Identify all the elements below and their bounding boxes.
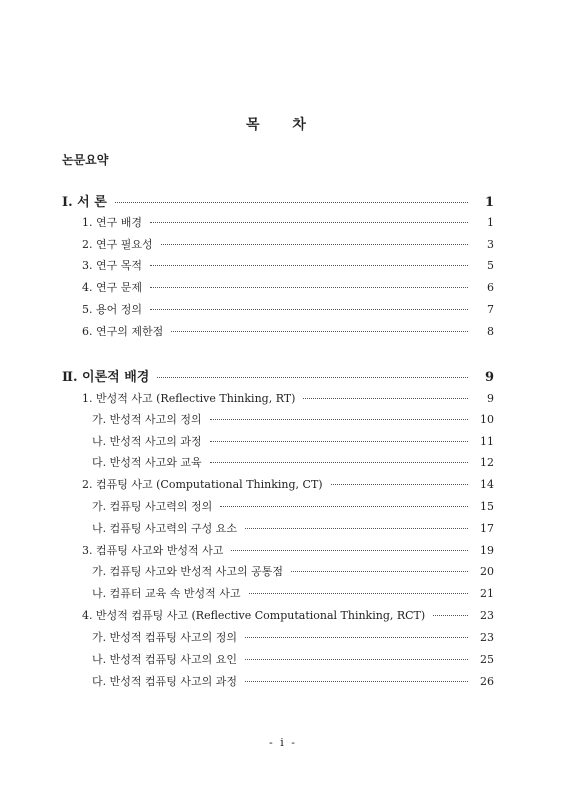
toc-entry-page: 3 bbox=[487, 238, 494, 251]
toc-entry-label: 6. 연구의 제한점 bbox=[82, 325, 164, 338]
toc-entry-label: 다. 반성적 컴퓨팅 사고의 과정 bbox=[92, 675, 237, 688]
toc-entry-label: 나. 컴퓨팅 사고력의 구성 요소 bbox=[92, 522, 237, 535]
toc-entry[interactable] bbox=[92, 651, 494, 667]
toc-entry-label: 3. 컴퓨팅 사고와 반성적 사고 bbox=[82, 544, 224, 557]
toc-entry-page: 5 bbox=[487, 259, 494, 272]
toc-dot-leader bbox=[291, 571, 468, 572]
toc-entry-label: 다. 반성적 사고와 교육 bbox=[92, 456, 202, 469]
toc-entry-label: 5. 용어 정의 bbox=[82, 303, 142, 316]
toc-entry-page: 9 bbox=[487, 392, 494, 405]
toc-entry-label: 나. 반성적 컴퓨팅 사고의 요인 bbox=[92, 653, 237, 666]
toc-dot-leader bbox=[245, 528, 468, 529]
toc-dot-leader bbox=[161, 244, 468, 245]
toc-entry[interactable] bbox=[92, 411, 494, 427]
toc-dot-leader bbox=[171, 331, 468, 332]
toc-entry[interactable] bbox=[82, 214, 494, 230]
toc-entry[interactable] bbox=[82, 476, 494, 492]
toc-dot-leader bbox=[245, 681, 468, 682]
toc-entry-page: 11 bbox=[480, 435, 494, 448]
toc-entry-page: 9 bbox=[484, 370, 494, 385]
toc-entry[interactable] bbox=[82, 257, 494, 273]
toc-entry[interactable] bbox=[82, 542, 494, 558]
toc-dot-leader bbox=[210, 441, 468, 442]
toc-entry[interactable] bbox=[92, 673, 494, 689]
toc-dot-leader bbox=[150, 222, 468, 223]
toc-entry-label: 1. 반성적 사고 (Reflective Thinking, RT) bbox=[82, 392, 296, 405]
toc-entry[interactable] bbox=[82, 236, 494, 252]
toc-entry-label: 4. 반성적 컴퓨팅 사고 (Reflective Computational Thinking, RCT) bbox=[82, 609, 426, 622]
toc-entry-page: 7 bbox=[487, 303, 494, 316]
toc-entry-label: 나. 반성적 사고의 과정 bbox=[92, 435, 202, 448]
toc-dot-leader bbox=[115, 202, 468, 203]
toc-entry-page: 23 bbox=[480, 631, 494, 644]
toc-entry-label: 3. 연구 목적 bbox=[82, 259, 142, 272]
toc-entry[interactable] bbox=[82, 607, 494, 623]
toc-entry[interactable] bbox=[92, 454, 494, 470]
toc-dot-leader bbox=[150, 309, 468, 310]
toc-entry-page: 19 bbox=[480, 544, 494, 557]
toc-entry[interactable] bbox=[92, 433, 494, 449]
toc-dot-leader bbox=[150, 265, 468, 266]
toc-entry-label: 가. 컴퓨팅 사고와 반성적 사고의 공통점 bbox=[92, 565, 283, 578]
toc-entry-page: 14 bbox=[480, 478, 494, 491]
page-title: 목 차 bbox=[246, 117, 320, 133]
toc-dot-leader bbox=[249, 593, 469, 594]
toc-entry-page: 17 bbox=[480, 522, 494, 535]
toc-dot-leader bbox=[210, 462, 468, 463]
toc-entry-page: 20 bbox=[480, 565, 494, 578]
toc-dot-leader bbox=[245, 659, 468, 660]
toc-entry-page: 15 bbox=[480, 500, 494, 513]
toc-entry-label: Ⅰ. 서 론 bbox=[62, 195, 107, 210]
toc-entry-page: 26 bbox=[480, 675, 494, 688]
toc-entry-label: 가. 반성적 컴퓨팅 사고의 정의 bbox=[92, 631, 237, 644]
toc-dot-leader bbox=[231, 550, 468, 551]
toc-dot-leader bbox=[433, 615, 468, 616]
toc-entry[interactable] bbox=[92, 585, 494, 601]
toc-entry-page: 8 bbox=[487, 325, 494, 338]
toc-dot-leader bbox=[331, 484, 468, 485]
toc-entry[interactable] bbox=[92, 629, 494, 645]
toc-entry-page: 21 bbox=[480, 587, 494, 600]
toc-entry-label: 나. 컴퓨터 교육 속 반성적 사고 bbox=[92, 587, 241, 600]
toc-chapter[interactable] bbox=[62, 191, 494, 210]
toc-dot-leader bbox=[150, 287, 468, 288]
toc-entry-page: 6 bbox=[487, 281, 494, 294]
toc-entry-label: Ⅱ. 이론적 배경 bbox=[62, 370, 150, 385]
toc-dot-leader bbox=[245, 637, 468, 638]
toc-entry-label: 가. 컴퓨팅 사고력의 정의 bbox=[92, 500, 213, 513]
toc-entry[interactable] bbox=[92, 563, 494, 579]
toc-entry-label: 2. 연구 필요성 bbox=[82, 238, 153, 251]
toc-entry-page: 25 bbox=[480, 653, 494, 666]
page-number-footer: - i - bbox=[269, 736, 297, 749]
toc-entry[interactable] bbox=[82, 323, 494, 339]
toc-entry-page: 1 bbox=[484, 195, 494, 210]
toc-entry[interactable] bbox=[92, 498, 494, 514]
toc-entry-label: 1. 연구 배경 bbox=[82, 216, 142, 229]
toc-entry[interactable] bbox=[92, 520, 494, 536]
toc-entry-label: 가. 반성적 사고의 정의 bbox=[92, 413, 202, 426]
toc-entry-page: 23 bbox=[480, 609, 494, 622]
abstract-heading: 논문요약 bbox=[62, 153, 109, 167]
toc-dot-leader bbox=[210, 419, 468, 420]
toc-chapter[interactable] bbox=[62, 366, 494, 385]
toc-entry-page: 10 bbox=[480, 413, 494, 426]
toc-entry[interactable] bbox=[82, 390, 494, 406]
toc-entry[interactable] bbox=[82, 301, 494, 317]
toc-entry[interactable] bbox=[82, 279, 494, 295]
toc-entry-page: 12 bbox=[480, 456, 494, 469]
toc-dot-leader bbox=[157, 377, 468, 378]
toc-entry-label: 4. 연구 문제 bbox=[82, 281, 142, 294]
toc-dot-leader bbox=[220, 506, 468, 507]
toc-entry-page: 1 bbox=[487, 216, 494, 229]
toc-dot-leader bbox=[303, 398, 468, 399]
toc-entry-label: 2. 컴퓨팅 사고 (Computational Thinking, CT) bbox=[82, 478, 323, 491]
